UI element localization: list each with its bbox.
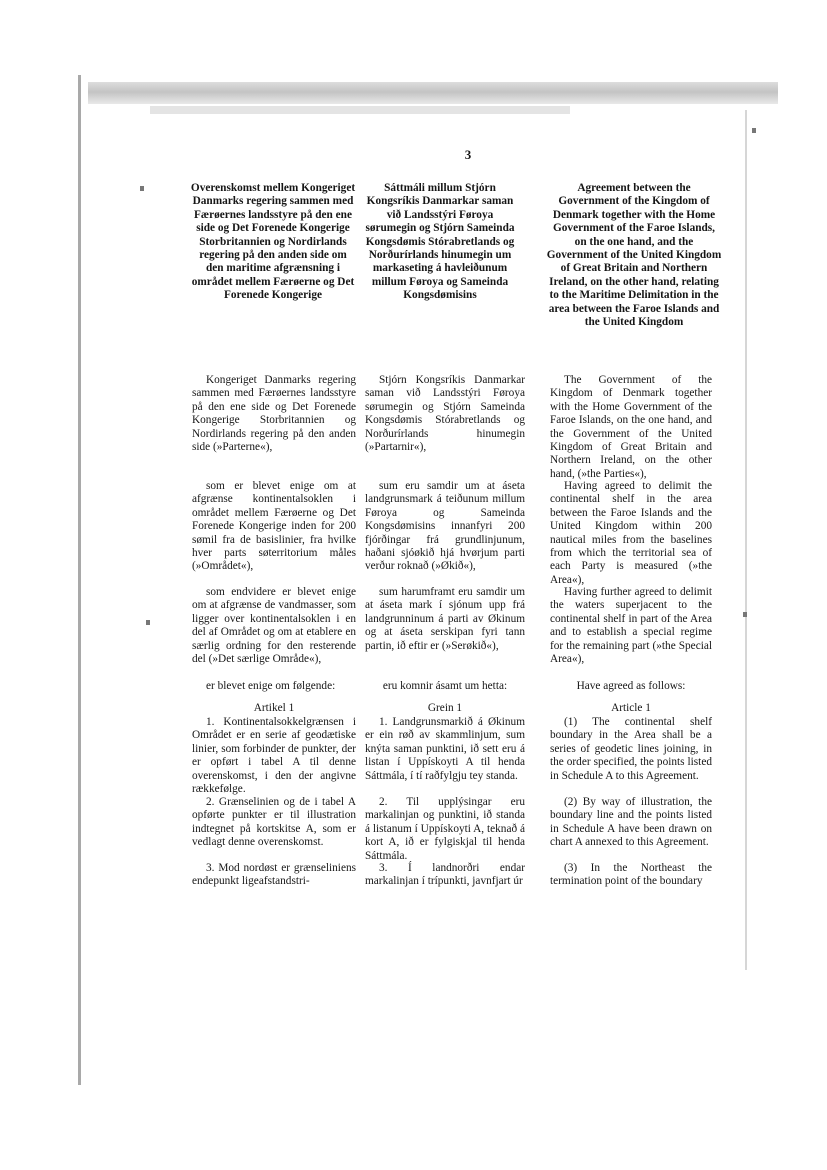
scan-speck [146, 620, 150, 625]
faroese-article-paragraph-3: 3. Í landnorðri endar markalinjan í trípunkti, javnfjart úr [365, 862, 525, 888]
scan-speck [140, 186, 144, 191]
danish-article-paragraph-1: 1. Kontinentalsokkelgrænsen i Området er en serie af geodætiske linier, som forbinder de punkter, der er opført i tabel A til denne overenskomst, i den der angivne rækkefølge. [192, 716, 356, 796]
danish-article-paragraph-3: 3. Mod nordøst er grænseliniens endepunkt ligeafstandstri- [192, 862, 356, 888]
scan-artifact-band-lower [150, 106, 570, 114]
english-preamble-area: Having agreed to delimit the continental shelf in the area between the Faroe Islands and the United Kingdom within 200 nautical miles from the baselines from which the territorial sea of each Party is measured (»the Area«), [550, 480, 712, 586]
faroese-preamble-special-area: sum harumframt eru samdir um at áseta mark í sjónum upp frá landgrunninum á parti av Økinum og at áseta serskipan fyri tann partin, ið eftir er (»Serøkið«), [365, 586, 525, 652]
english-article-paragraph-3: (3) In the Northeast the termination point of the boundary [550, 862, 712, 888]
faroese-preamble-parties: Stjórn Kongsríkis Danmarkar saman við Landsstýri Føroya sørumegin og Stjórn Sameinda Kongsdømis Stórabretlands og Norðurírlands hinumegin (»Partarnir«), [365, 374, 525, 454]
faroese-article-heading: Grein 1 [427, 702, 463, 714]
english-agreed-as-follows: Have agreed as follows: [576, 680, 686, 692]
english-preamble-special-area: Having further agreed to delimit the waters superjacent to the continental shelf in part of the Area and to establish a special regime for the remaining part (»the Special Area«), [550, 586, 712, 666]
english-article-paragraph-2: (2) By way of illustration, the boundary line and the points listed in Schedule A have been drawn on chart A annexed to this Agreement. [550, 796, 712, 849]
english-preamble-parties: The Government of the Kingdom of Denmark together with the Home Government of the Faroe Islands, on the one hand, and the Government of the United Kingdom of Great Britain and Northern Ireland, on the other hand, (»the Parties«), [550, 374, 712, 480]
faroese-article-paragraph-2: 2. Til upplýsingar eru markalinjan og punktini, ið standa á listanum í Uppískoyti A, teknað á kort A, ið er fylgiskjal til henda Sáttmála. [365, 796, 525, 862]
page-left-edge [78, 75, 81, 1085]
english-article-paragraph-1: (1) The continental shelf boundary in the Area shall be a series of geodetic lines joining, in the order specified, the points listed in Schedule A to this Agreement. [550, 716, 712, 782]
danish-article-paragraph-2: 2. Grænselinien og de i tabel A opførte punkter er til illustration indtegnet på kortskitse A, som er vedlagt denne overenskomst. [192, 796, 356, 849]
page-right-edge [745, 110, 747, 970]
danish-preamble-special-area: som endvidere er blevet enige om at afgrænse de vandmasser, som ligger over kontinentalsoklen i en del af Området og om at etablere en særlig ordning for den resterende del (»Det særlige Område«), [192, 586, 356, 666]
page-number: 3 [464, 147, 472, 162]
danish-preamble-parties: Kongeriget Danmarks regering sammen med Færøernes landsstyre på den ene side og Det Forenede Kongerige Storbritannien og Nordirlands regering på den anden side (»Parterne«), [192, 374, 356, 454]
scan-speck [743, 612, 747, 617]
english-title: Agreement between the Government of the Kingdom of Denmark together with the Home Government of the Faroe Islands, on the one hand, and the Government of the United Kingdom of Great Britain and Northern Ireland, on the other hand, relating to the Maritime Delimitation in the area between the Faroe Islands and the United Kingdom [546, 182, 722, 329]
faroese-agreed-as-follows: eru komnir ásamt um hetta: [382, 680, 508, 692]
danish-title: Overenskomst mellem Kongeriget Danmarks regering sammen med Færøernes landsstyre på den ene side og Det Forenede Kongerige Storbritannien og Nordirlands regering på den anden side om den maritime afgrænsning i området mellem Færøerne og Det Forenede Kongerige [190, 182, 356, 302]
danish-preamble-area: som er blevet enige om at afgrænse kontinentalsoklen i området mellem Færøerne og Det Forenede Kongerige inden for 200 sømil fra de basislinier, fra hvilke hver parts søterritorium måles (»Området«), [192, 480, 356, 573]
english-article-heading: Article 1 [611, 702, 651, 714]
danish-article-heading: Artikel 1 [253, 702, 295, 714]
faroese-preamble-area: sum eru samdir um at áseta landgrunsmark á teiðunum millum Føroya og Sameinda Kongsdømisins innanfyri 200 fjórðingar frá grundlinjunum, haðani sjóøkið hjá hvørjum parti verður roknað (»Økið«), [365, 480, 525, 573]
faroese-title: Sáttmáli millum Stjórn Kongsríkis Danmarkar saman við Landsstýri Føroya sørumegin og Stjórn Sameinda Kongsdømis Stórabretlands og Norðurírlands hinumegin um markaseting á havleiðunum millum Føroya og Sameinda Kongsdømisins [365, 182, 515, 302]
faroese-article-paragraph-1: 1. Landgrunsmarkið á Økinum er ein røð av skammlinjum, sum knýta saman punktini, ið sett eru á listan í Uppískoyti A til henda Sáttmála, í tí raðfylgju tey standa. [365, 716, 525, 782]
danish-agreed-as-follows: er blevet enige om følgende: [206, 680, 336, 692]
scan-speck [752, 128, 756, 133]
scan-artifact-band [88, 82, 778, 104]
